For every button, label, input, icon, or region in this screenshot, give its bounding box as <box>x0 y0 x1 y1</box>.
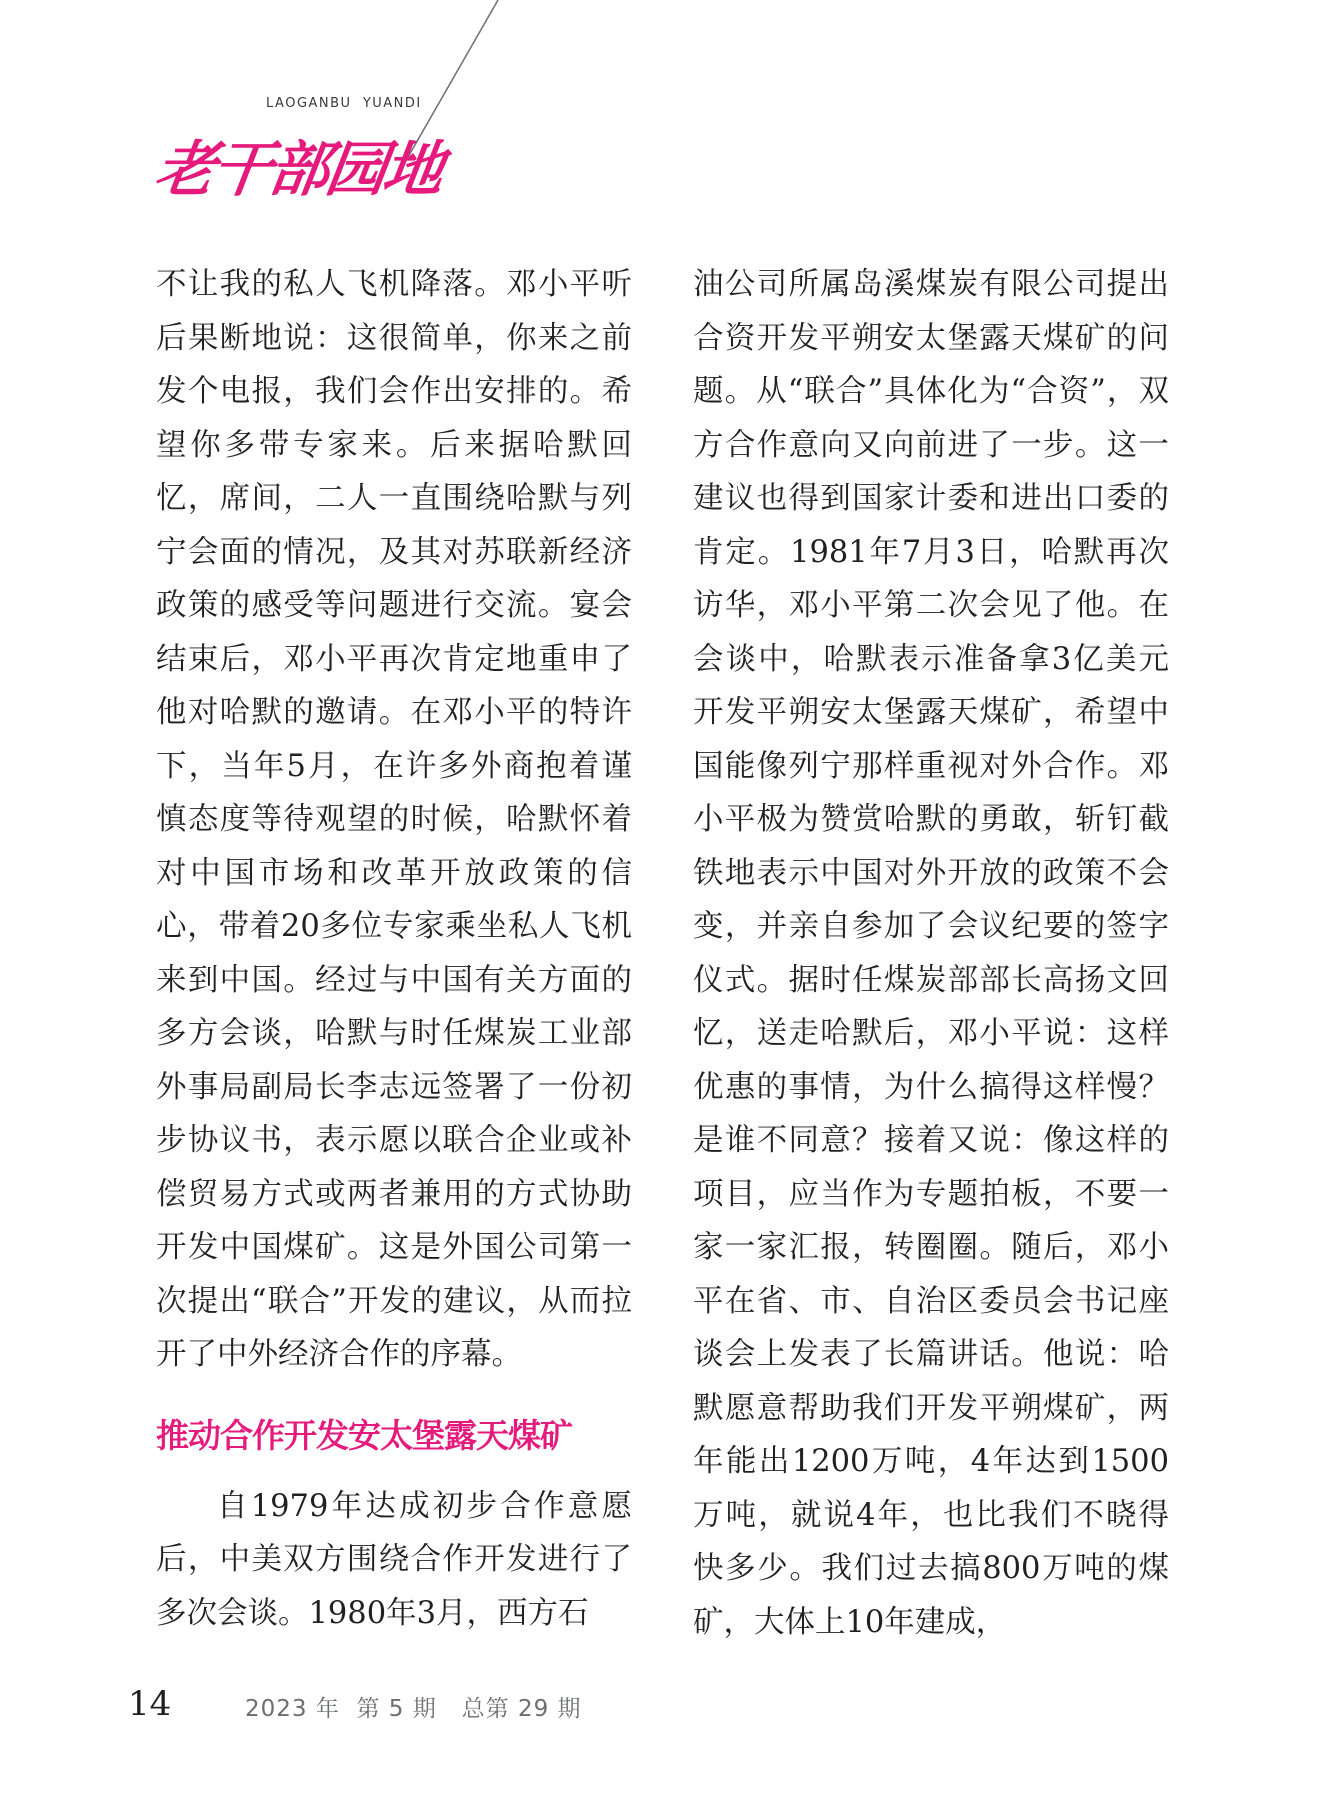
section-heading: 推动合作开发安太堡露天煤矿 <box>156 1415 572 1455</box>
issue-info: 2023 年 第 5 期 总第 29 期 <box>245 1696 582 1722</box>
section-title-logo: 老干部园地 <box>150 135 446 205</box>
body-paragraph: 不让我的私人飞机降落。邓小平听后果断地说：这很简单，你来之前发个电报，我们会作出安排的。希望你多带专家来。后来据哈默回忆，席间，二人一直围绕哈默与列宁会面的情况，及其对苏联新经济政策的感受等问题进行交流。宴会结束后，邓小平再次肯定地重申了他对哈默的邀请。在邓小平的特许下，当年5月，在许多外商抱着谨慎态度等待观望的时候，哈默怀着对中国市场和改革开放政策的信心，带着20多位专家乘坐私人飞机来到中国。经过与中国有关方面的多方会谈，哈默与时任煤炭工业部外事局副局长李志远签署了一份初步协议书，表示愿以联合企业或补偿贸易方式或两者兼用的方式协助开发中国煤矿。这是外国公司第一次提出“联合”开发的建议，从而拉开了中外经济合作的序幕。 <box>156 267 632 1372</box>
right-column <box>693 258 1169 1649</box>
body-paragraph: 自1979年达成初步合作意愿后，中美双方围绕合作开发进行了多次会谈。1980年3月，西方石 <box>156 1488 632 1631</box>
body-paragraph: 油公司所属岛溪煤炭有限公司提出合资开发平朔安太堡露天煤矿的问题。从“联合”具体化为“合资”，双方合作意向又向前进了一步。这一建议也得到国家计委和进出口委的肯定。1981年7月3日，哈默再次访华，邓小平第二次会见了他。在会谈中，哈默表示准备拿3亿美元开发平朔安太堡露天煤矿，希望中国能像列宁那样重视对外合作。邓小平极为赞赏哈默的勇敢，斩钉截铁地表示中国对外开放的政策不会变，并亲自参加了会议纪要的签字仪式。据时任煤炭部部长高扬文回忆，送走哈默后，邓小平说：这样优惠的事情，为什么搞得这样慢？是谁不同意？接着又说：像这样的项目，应当作为专题拍板，不要一家一家汇报，转圈圈。随后，邓小平在省、市、自治区委员会书记座谈会上发表了长篇讲话。他说：哈默愿意帮助我们开发平朔煤矿，两年能出1200万吨，4年达到1500万吨，就说4年，也比我们不晓得快多少。我们过去搞800万吨的煤矿，大体上10年建成， <box>693 267 1169 1640</box>
section-pinyin: LAOGANBU YUANDI <box>266 96 422 111</box>
magazine-header <box>0 0 560 210</box>
page-number: 14 <box>128 1684 172 1724</box>
left-column <box>156 258 632 1640</box>
